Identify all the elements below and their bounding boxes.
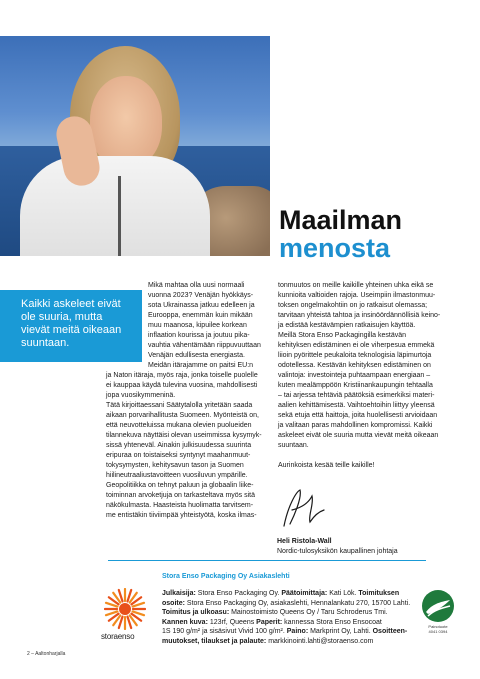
- text-line: vuonna 2023? Venäjän hyökkäys-: [148, 292, 254, 299]
- text-line: vauhtia vähentämään riippuvuuttaan: [148, 342, 261, 349]
- swan-caption-line: Painotuote: [428, 624, 448, 629]
- imprint-line: [162, 608, 410, 618]
- imprint-label: osoite:: [162, 599, 185, 607]
- text-line: sekä etuja että haittoja, joita huolellisesti arvioidaan: [278, 412, 438, 419]
- imprint-text: [162, 589, 410, 646]
- imprint-value: kannessa Stora Enso Ensocoat: [282, 618, 382, 626]
- swan-caption: [422, 624, 454, 634]
- storaenso-logo: [98, 588, 152, 644]
- nordic-swan-ecolabel: [422, 590, 454, 636]
- page-title: [279, 206, 402, 262]
- cover-photo: [0, 36, 270, 256]
- handwritten-signature: [278, 486, 328, 532]
- imprint-line: [162, 637, 410, 647]
- text-line: eripuraa on toistaiseksi syntynyt maahanmuut-: [106, 452, 251, 459]
- text-line: näkökulmasta. Haasteista huolimatta tarvitsem-: [106, 502, 254, 509]
- logo-wordmark: storaenso: [101, 632, 135, 641]
- imprint-value: Mainostoimisto Queens Oy / Taru Schroderus Tmi.: [229, 609, 388, 616]
- imprint-title: Stora Enso Packaging Oy Asiakaslehti: [162, 573, 290, 580]
- text-line: toksen ongelmakohtiin on jo ratkaisut olemassa;: [278, 302, 428, 309]
- pull-quote-line: suuntaan.: [21, 337, 70, 349]
- imprint-label: Paino:: [286, 628, 309, 635]
- text-line: tonmuutos on meille kaikille yhteinen uhka eikä se: [278, 282, 434, 289]
- title-line-2: menosta: [279, 233, 391, 263]
- imprint-label: Osoitteen-: [372, 628, 408, 635]
- column-1-bottom: [106, 371, 262, 521]
- text-line: että neuvotteluissa mukana olevien puolueiden: [106, 422, 252, 429]
- text-line: toiminnan arvoketjuja on tarkasteltava myös sitä: [106, 492, 256, 499]
- imprint-line: [162, 618, 410, 628]
- imprint-value: Stora Enso Packaging Oy.: [195, 590, 282, 597]
- text-line: hiilineutraaliustavoitteen vuosiluvun ympärille.: [106, 472, 248, 479]
- imprint-label: Toimitus ja ulkoasu:: [162, 609, 230, 616]
- imprint-value: 123rf, Queens: [207, 618, 257, 626]
- text-line: odotellessa. Kestävän kehityksen edistäminen on: [278, 362, 431, 369]
- swan-caption-line: 4041 0394: [428, 629, 448, 634]
- text-line: sota Ukrainassa jatkuu edelleen ja: [148, 302, 255, 309]
- imprint-label: muutokset, tilaukset ja palaute:: [162, 637, 267, 645]
- text-line: liioin pyörittele peukaloita teknologisia läpimurtoja: [278, 352, 432, 359]
- pull-quote-line: vievät meitä oikeaan: [21, 324, 122, 336]
- text-line: Aurinkoista kesää teille kaikille!: [278, 462, 375, 469]
- signer-title: Nordic-tulosyksikön kaupallinen johtaja: [277, 548, 398, 555]
- text-line: Meillä Stora Enso Packagingilla kestävän: [278, 332, 407, 339]
- text-line: suuntaan.: [278, 442, 309, 449]
- text-line: kehityksen edistäminen ei ole viherpesua emmekä: [278, 342, 435, 349]
- text-line: Tätä kirjoittaessani Säätytalolla yritetään saada: [106, 402, 253, 409]
- text-line: tarvitaan yhteistä tahtoa ja insinöördännöllisiä keino-: [278, 312, 441, 319]
- text-line: ja edistää kestävämpien ratkaisujen käyttöä.: [278, 322, 416, 329]
- text-line: tokysymysten, kehitysavun tason ja Suomen: [106, 462, 244, 469]
- text-line: Eurooppa, enemmän kuin mikään: [148, 312, 253, 319]
- text-line: kuten mealämppöön Kristiinankaupungin tehtaalla: [278, 382, 433, 389]
- column-1-top: [148, 281, 261, 371]
- signature-block: [277, 537, 398, 557]
- sun-logo-icon: [104, 588, 146, 630]
- text-line: me entistäkin tiiviimpää yhteistyötä, koska ilmas-: [106, 512, 257, 519]
- jacket-zipper: [118, 176, 121, 256]
- title-line-1: Maailman: [279, 205, 403, 235]
- text-line: Mikä mahtaa olla uusi normaali: [148, 282, 245, 289]
- person-jacket: [20, 156, 210, 256]
- imprint-line: [162, 589, 410, 599]
- pull-quote-line: Kaikki askeleet eivät: [21, 298, 121, 310]
- text-line: inflaation kourissa ja joutuu pika-: [148, 332, 250, 339]
- divider: [108, 560, 426, 561]
- page-folio: 2 – Aaltonharjalla: [27, 651, 66, 657]
- text-line: valintoja: investointeja puhtaampaan energiaan –: [278, 372, 431, 379]
- imprint-line: [162, 599, 410, 609]
- text-line: ei kauppaa käydä tulevina vuosina, mahdollisesti: [106, 382, 258, 389]
- swan-icon: [422, 590, 454, 622]
- text-line: ja Naton itäraja, myös raja, jonka toiselle puolelle: [106, 372, 258, 379]
- pull-quote-line: ole suuria, mutta: [21, 311, 103, 323]
- text-line: sissä yhteneväl. Ainakin julkisuudessa suurinta: [106, 442, 252, 449]
- person-face: [90, 76, 162, 168]
- text-line: Geopolitiikka on tehnyt paluun ja globaalin liike-: [106, 482, 254, 489]
- imprint-value: markkinointi.lahti@storaenso.com: [266, 637, 374, 645]
- pull-quote: [0, 290, 142, 362]
- imprint-label: Päätoimittaja:: [281, 590, 328, 597]
- text-line: tilannekuva näyttäisi olevan useimmissa kysymyk-: [106, 432, 262, 439]
- imprint-value: Markprint Oy, Lahti.: [308, 628, 373, 635]
- imprint-label: Julkaisija:: [162, 590, 196, 597]
- column-2: [278, 281, 440, 471]
- text-line: [278, 451, 440, 461]
- imprint-value: Stora Enso Packaging Oy, asiakaslehti, Hennalankatu 270, 15700 Lahti.: [184, 599, 411, 607]
- text-line: Venäjän edullisesta energiasta.: [148, 352, 245, 359]
- text-line: muu maanosa, kipuilee korkean: [148, 322, 247, 329]
- imprint-value: 1S 190 g/m² ja sisäsivut Vivid 100 g/m².: [162, 628, 287, 635]
- imprint-value: Kati Lök.: [327, 590, 359, 597]
- text-line: askeleet eivät ole suuria mutta vievät meitä oikeaan: [278, 432, 439, 439]
- text-line: Meidän itärajamme on paitsi EU:n: [148, 362, 254, 369]
- text-line: aikaan porvarihallitusta Suomeen. Myönteistä on,: [106, 412, 259, 419]
- imprint-label: Kannen kuva:: [162, 618, 208, 626]
- text-line: – tai arjessa tehtäviä päätöksiä esimerkiksi materi-: [278, 392, 435, 399]
- imprint-label: Toimituksen: [358, 590, 400, 597]
- imprint-label: Paperit:: [256, 618, 283, 626]
- text-line: kunnioita valtioiden rajoja. Useimpiin ilmastonmuu-: [278, 292, 436, 299]
- text-line: jopa vuosikymmeninä.: [106, 392, 176, 399]
- text-line: aalien kehittämisestä. Vaihtoehtoihin liittyy yleensä: [278, 402, 435, 409]
- text-line: ja valitaan paras mahdollinen kompromissi. Kaikki: [278, 422, 433, 429]
- signer-name: Heli Ristola-Wall: [277, 538, 332, 545]
- imprint-line: [162, 627, 410, 637]
